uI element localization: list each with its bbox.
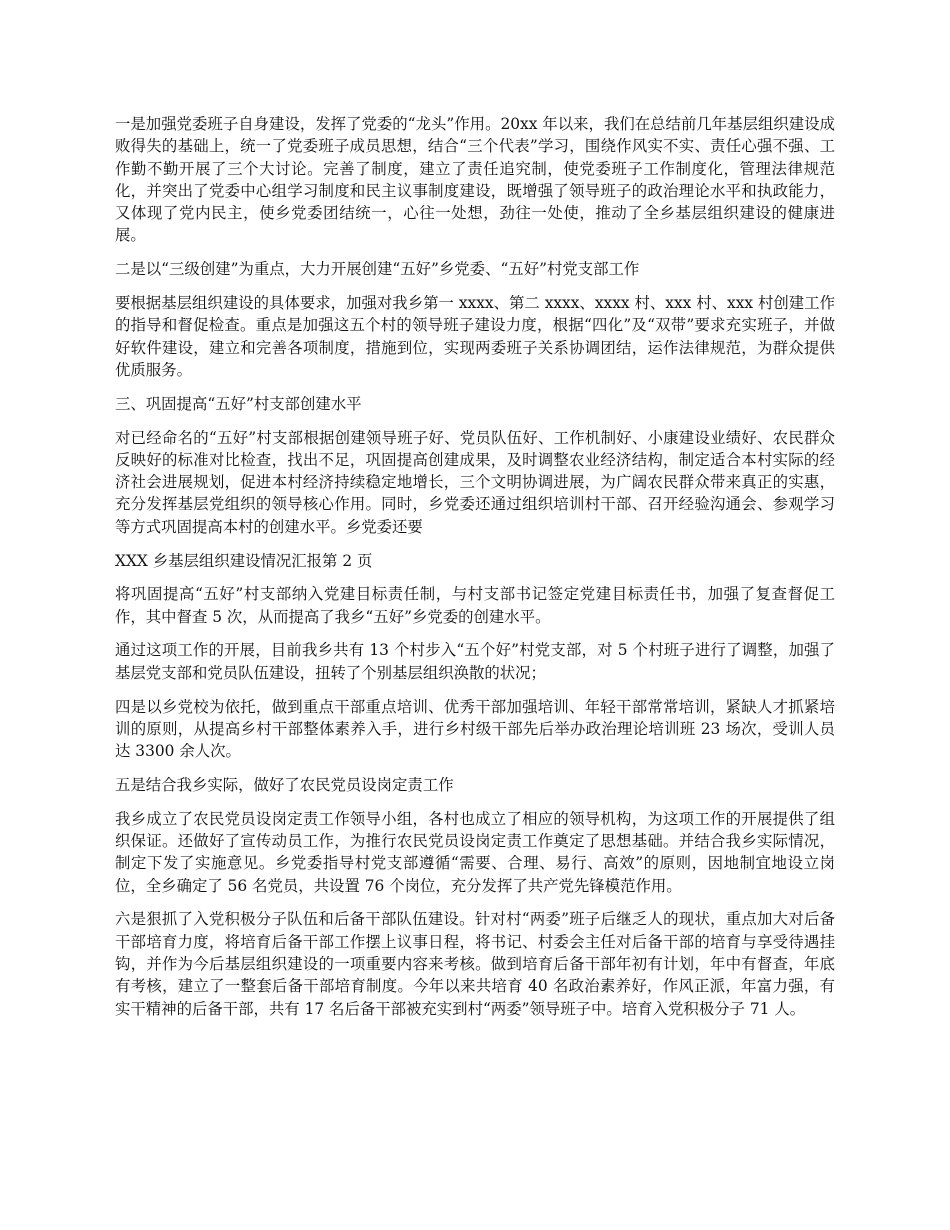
paragraph-work-results: 通过这项工作的开展，目前我乡共有 13 个村步入“五个好”村党支部，对 5 个村班子进行了调整，加强了基层党支部和党员队伍建设，扭转了个别基层组织涣散的状况； xyxy=(115,641,835,682)
heading-consolidate-five-good: 三、巩固提高“五好”村支部创建水平 xyxy=(115,394,362,413)
paragraph-reserve-cadres: 六是狠抓了入党积极分子队伍和后备干部队伍建设。针对村“两委”班子后继乏人的现状，重点加大对后备干部培育力度，将培育后备干部工作摆上议事日程，将书记、村委会主任对后备干部的培育与享受待遇挂钩，并作为今后基层组织建设的一项重要内容来考核。做到培育后备干部年初有计划，年中有督查，年底有考核，建立了一整套后备干部培育制度。今年以来共培育 40 名政治素养好，作风正派，年富力强，有实干精神的后备干部，共有 17 名后备干部被充实到村“两委”领导班子中。培育入党积极分子 71 人。 xyxy=(115,910,835,1018)
heading-post-responsibility: 五是结合我乡实际，做好了农民党员设岗定责工作 xyxy=(115,775,454,794)
paragraph-five-good-review: 对已经命名的“五好”村支部根据创建领导班子好、党员队伍好、工作机制好、小康建设业绩好、农民群众反映好的标准对比检查，找出不足，巩固提高创建成果，及时调整农业经济结构，制定适合本村实际的经济社会进展规划，促进本村经济持续稳定地增长，三个文明协调进展，为广阔农民群众带来真正的实惠，充分发挥基层党组织的领导核心作用。同时，乡党委还通过组织培训村干部、召开经验沟通会、参观学习等方式巩固提高本村的创建水平。乡党委还要 xyxy=(115,428,835,536)
document-page xyxy=(115,113,835,1031)
paragraph-responsibility-system: 将巩固提高“五好”村支部纳入党建目标责任制，与村支部书记签定党建目标责任书，加强了复查督促工作，其中督查 5 次，从而提高了我乡“五好”乡党委的创建水平。 xyxy=(115,585,835,626)
page-marker: XXX 乡基层组织建设情况汇报第 2 页 xyxy=(115,551,373,570)
paragraph-party-school-training: 四是以乡党校为依托，做到重点干部重点培训、优秀干部加强培训、年轻干部常常培训，紧缺人才抓紧培训的原则，从提高乡村干部整体素养入手，进行乡村级干部先后举办政治理论培训班 23 场次，受训人员达 3300 余人次。 xyxy=(115,697,835,761)
paragraph-party-committee-building: 一是加强党委班子自身建设，发挥了党委的“龙头”作用。20xx 年以来，我们在总结前几年基层组织建设成败得失的基础上，统一了党委班子成员思想，结合“三个代表”学习，围绕作风实不实、责任心强不强、工作勤不勤开展了三个大讨论。完善了制度，建立了责任追究制，使党委班子工作制度化，管理法律规范化，并突出了党委中心组学习制度和民主议事制度建设，既增强了领导班子的政治理论水平和执政能力，又体现了党内民主，使乡党委团结统一，心往一处想，劲往一处使，推动了全乡基层组织建设的健康进展。 xyxy=(115,115,835,245)
paragraph-village-creation-guidance: 要根据基层组织建设的具体要求，加强对我乡第一 xxxx、第二 xxxx、xxxx 村、xxx 村、xxx 村创建工作的指导和督促检查。重点是加强这五个村的领导班子建设力度，根据“四化”及“双带”要求充实班子，并做好软件建设，建立和完善各项制度，措施到位，实现两委班子关系协调团结，运作法律规范，为群众提供优质服务。 xyxy=(115,294,835,379)
paragraph-post-responsibility-detail: 我乡成立了农民党员设岗定责工作领导小组，各村也成立了相应的领导机构，为这项工作的开展提供了组织保证。还做好了宣传动员工作，为推行农民党员设岗定责工作奠定了思想基础。并结合我乡实际情况，制定下发了实施意见。乡党委指导村党支部遵循“需要、合理、易行、高效”的原则，因地制宜地设立岗位，全乡确定了 56 名党员，共设置 76 个岗位，充分发挥了共产党先锋模范作用。 xyxy=(115,809,835,895)
heading-three-level-creation: 二是以“三级创建”为重点，大力开展创建“五好”乡党委、“五好”村党支部工作 xyxy=(115,260,640,279)
